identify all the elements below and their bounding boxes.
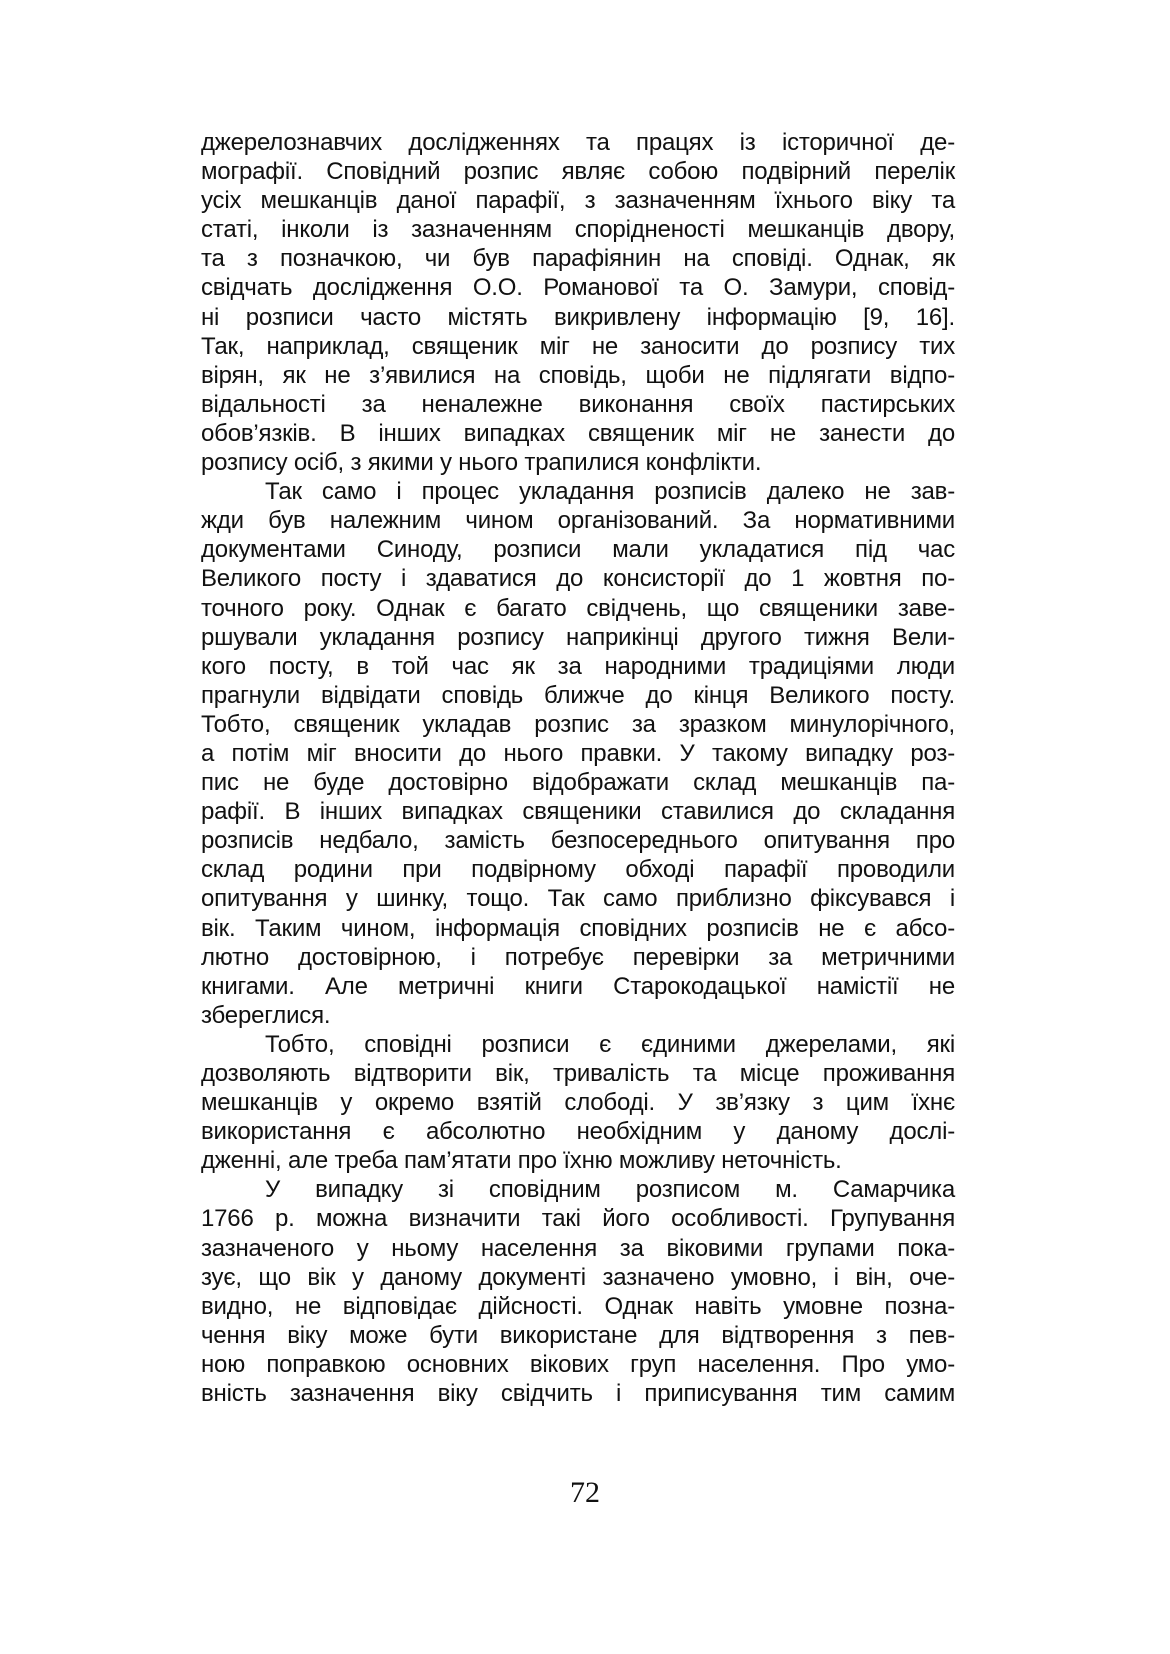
text-line: видно, не відповідає дійсності. Однак навіть умовне позна- [201,1292,955,1320]
paragraph-4 [201,1175,955,1408]
text-line: опитування у шинку, тощо. Так само приблизно фіксувався і [201,885,955,913]
text-line: розписів недбало, замість безпосереднього опитування про [201,827,955,855]
text-line: мешканців у окремо взятій слободі. У зв’язку з цим їхнє [201,1089,955,1117]
paragraph-3 [201,1030,955,1175]
text-line: вність зазначення віку свідчить і приписування тим самим [201,1380,955,1408]
text-line: документами Синоду, розписи мали укладатися під час [201,536,955,564]
text-line: жди був належним чином організований. За нормативними [201,507,955,535]
text-line-first: Тобто, сповідні розписи є єдиними джерелами, які [265,1030,955,1058]
text-line: ні розписи часто містять викривлену інформацію [9, 16]. [201,303,955,331]
text-line: пис не буде достовірно відображати склад мешканців па- [201,769,955,797]
text-line: збереглися. [201,1001,331,1029]
page-number: 72 [570,1476,600,1509]
text-line: Так, наприклад, священик міг не заносити до розпису тих [201,332,955,360]
text-line: рафії. В інших випадках священики ставилися до складання [201,798,955,826]
paragraph-1 [201,128,955,477]
text-line: зує, що вік у даному документі зазначено умовно, і він, оче- [201,1263,955,1291]
text-line: чення віку може бути використане для відтворення з пев- [201,1321,955,1349]
text-line: ною поправкою основних вікових груп населення. Про умо- [201,1350,955,1378]
text-line: та з позначкою, чи був парафіянин на сповіді. Однак, як [201,245,955,273]
text-line: кого посту, в той час як за народними традиціями люди [201,652,955,680]
text-line: свідчать дослідження О.О. Романової та О. Замури, сповід- [201,274,955,302]
text-line: 1766 р. можна визначити такі його особливості. Групування [201,1205,955,1233]
text-line: книгами. Але метричні книги Старокодацької намістії не [201,972,955,1000]
text-line: відальності за неналежне виконання своїх пастирських [201,390,955,418]
text-line: дозволяють відтворити вік, тривалість та місце проживання [201,1060,955,1087]
text-line: використання є абсолютно необхідним у даному дослі- [201,1118,955,1146]
text-line: лютно достовірною, і потребує перевірки за метричними [201,943,955,971]
text-line: прагнули відвідати сповідь ближче до кінця Великого посту. [201,681,955,709]
text-line: зазначеного у ньому населення за віковими групами пока- [201,1234,955,1262]
page-body [201,128,955,1408]
text-line: мографії. Сповідний розпис являє собою подвірний перелік [201,158,955,186]
text-line: Тобто, священик укладав розпис за зразком минулорічного, [201,710,955,738]
text-line-first: У випадку зі сповідним розписом м. Самарчика [265,1176,955,1204]
text-line: розпису осіб, з якими у нього трапилися конфлікти. [201,449,762,477]
text-line: вік. Таким чином, інформація сповідних розписів не є абсо- [201,914,955,942]
text-line-first: Так само і процес укладання розписів далеко не зав- [265,478,955,506]
text-line: а потім міг вносити до нього правки. У такому випадку роз- [201,739,955,767]
text-line: склад родини при подвірному обході парафії проводили [201,856,955,884]
text-line: дженні, але треба пам’ятати про їхню можливу неточність. [201,1147,842,1175]
paragraph-2 [201,477,955,1030]
text-line: статі, інколи із зазначенням спорідненості мешканців двору, [201,216,955,244]
text-line: Великого посту і здаватися до консисторії до 1 жовтня по- [201,565,955,593]
text-line: обов’язків. В інших випадках священик міг не занести до [201,419,955,447]
text-line: ршували укладання розпису наприкінці другого тижня Вели- [201,623,955,651]
text-line: точного року. Однак є багато свідчень, що священики заве- [201,594,955,622]
text-line: усіх мешканців даної парафії, з зазначенням їхнього віку та [201,187,955,215]
text-line: вірян, як не з’явилися на сповідь, щоби не підлягати відпо- [201,361,955,389]
text-line: джерелознавчих дослідженнях та працях із історичної де- [201,129,955,156]
